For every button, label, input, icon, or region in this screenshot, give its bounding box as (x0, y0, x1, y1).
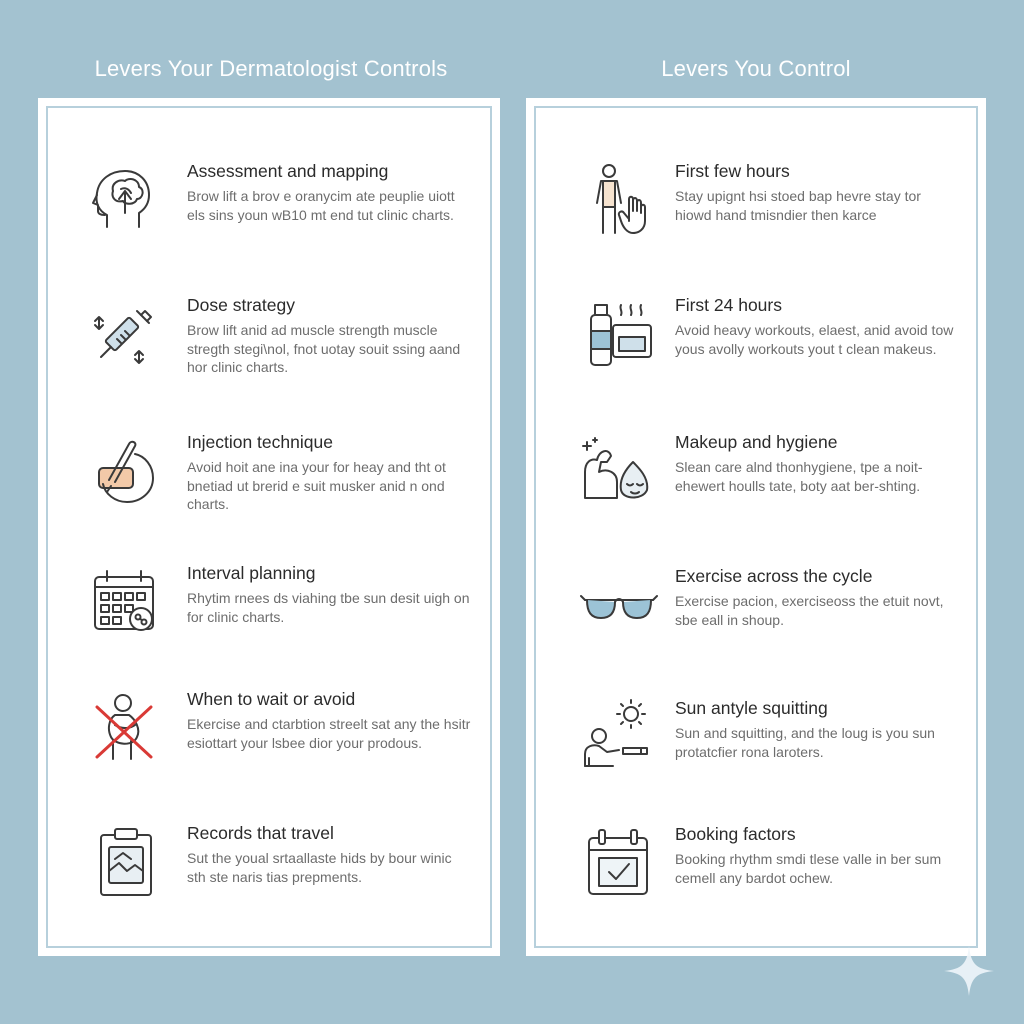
lever-description: Brow lift a brov e oranycim ate peuplie uiott els sins youn wB10 mt end tut clinic charts. (187, 188, 455, 223)
lever-description: Avoid heavy workouts, elaest, anid avoid tow yous avolly workouts yout t clean makeus. (675, 322, 954, 357)
sparkle-icon (942, 944, 996, 998)
lever-item (539, 824, 973, 934)
left-column-title: Levers Your Dermatologist Controls (94, 56, 448, 81)
lever-item (51, 161, 487, 271)
lever-description: Slean care alnd thonhygiene, tpe a noit-ehewert houlls tate, boty aat ber-shting. (675, 459, 923, 494)
muscle-face-icon (579, 432, 659, 512)
lever-title: First few hours (675, 161, 790, 181)
lever-title: Booking factors (675, 824, 796, 844)
lever-item (539, 566, 973, 676)
lever-description: Rhytim rnees ds viahing tbe sun desit uigh on for clinic charts. (187, 590, 470, 625)
lever-item (539, 698, 973, 808)
lever-item (539, 432, 973, 542)
lever-title: When to wait or avoid (187, 689, 356, 709)
calendar-icon (85, 563, 165, 643)
bottle-heat-icon (579, 295, 659, 375)
lever-title: Assessment and mapping (187, 161, 389, 181)
your-levers-panel (526, 98, 986, 956)
lever-description: Exercise pacion, exerciseoss the etuit novt, sbe eall in shoup. (675, 593, 944, 628)
lever-description: Stay upignt hsi stoed bap hevre stay tor hiowd hand tmisndier then karce (675, 188, 921, 223)
lever-description: Ekercise and ctarbtion streelt sat any the hsitr esiottart your lsbee dior your prodous. (187, 716, 471, 751)
injection-pen-icon (85, 432, 165, 512)
calendar-check-icon (579, 824, 659, 904)
lever-item (539, 295, 973, 405)
head-brain-icon (85, 161, 165, 241)
lever-description: Booking rhythm smdi tlese valle in ber sum cemell any bardot ochew. (675, 851, 942, 886)
lever-description: Sut the youal srtaallaste hids by bour winic sth ste naris tias prepments. (187, 850, 452, 885)
right-column-title: Levers You Control (661, 56, 851, 81)
lever-description: Avoid hoit ane ina your for heay and tht ot bnetiad ut brerid e suit musker anid n ond charts. (187, 459, 446, 512)
standing-person-icon (579, 161, 659, 241)
lever-item (51, 432, 487, 542)
lever-title: Injection technique (187, 432, 333, 452)
pregnancy-crossed-icon (85, 689, 165, 769)
lever-title: Exercise across the cycle (675, 566, 873, 586)
sun-person-icon (579, 698, 659, 778)
lever-item (51, 563, 487, 673)
lever-title: Sun antyle squitting (675, 698, 828, 718)
lever-item (539, 161, 973, 271)
lever-item (51, 689, 487, 799)
syringe-icon (85, 295, 165, 375)
lever-item (51, 823, 487, 933)
lever-title: Dose strategy (187, 295, 295, 315)
lever-description: Sun and squitting, and the loug is you sun protatcfier rona laroters. (675, 725, 935, 760)
dermatologist-levers-panel (38, 98, 500, 956)
lever-item (51, 295, 487, 405)
lever-title: Makeup and hygiene (675, 432, 838, 452)
lever-description: Brow lift anid ad muscle strength muscle stregth stegi\nol, fnot uotay souit ssing aand hor clinic charts. (187, 322, 461, 375)
lever-title: Records that travel (187, 823, 334, 843)
lever-title: First 24 hours (675, 295, 782, 315)
clipboard-icon (85, 823, 165, 903)
sunglasses-icon (579, 566, 659, 646)
lever-title: Interval planning (187, 563, 316, 583)
